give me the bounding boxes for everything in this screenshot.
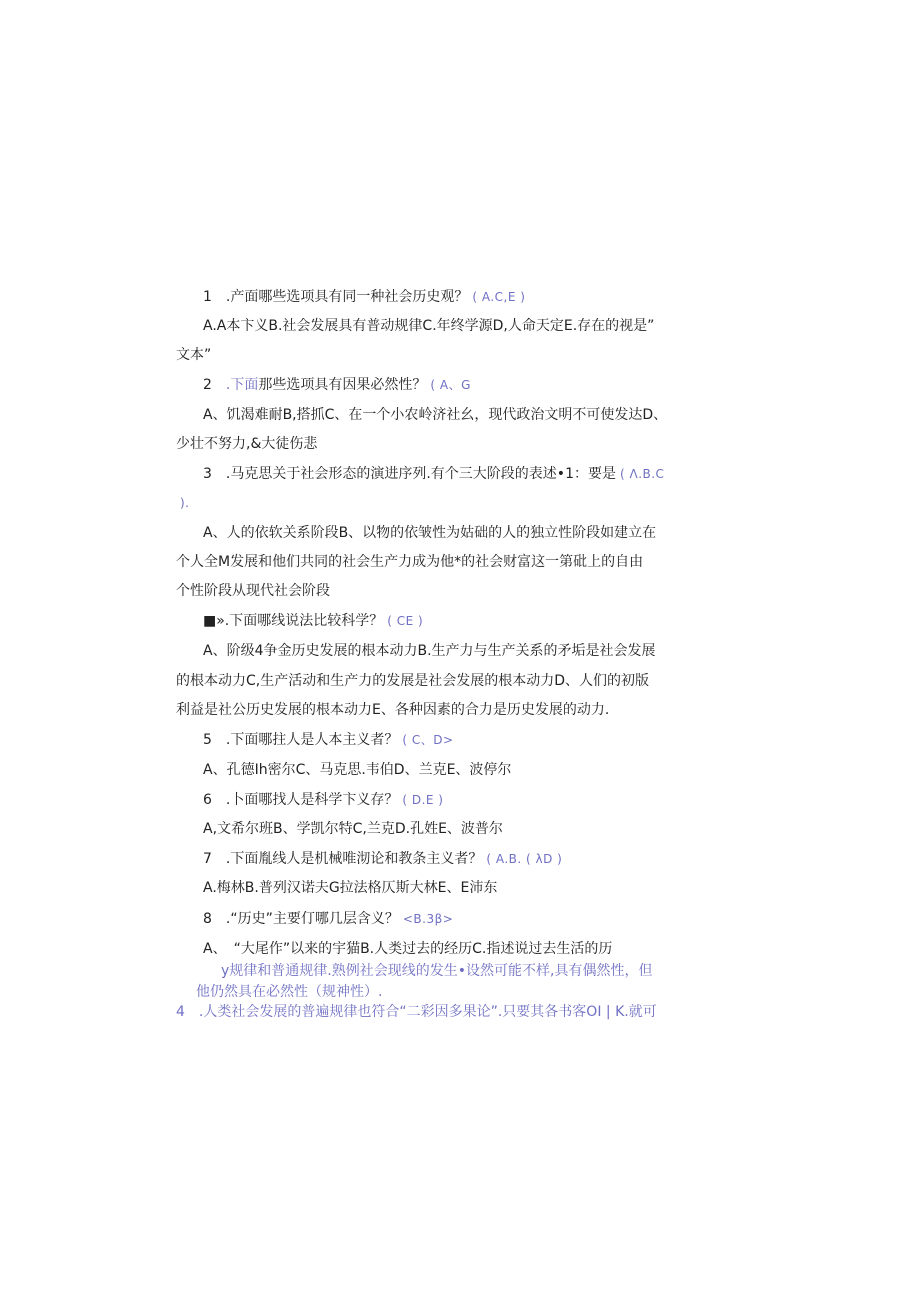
text-line <box>203 464 664 484</box>
line-text: 6 .卜面哪找人是科学卞义存？ <box>203 792 399 808</box>
text-line <box>203 878 497 898</box>
highlight-text: .下面 <box>225 377 259 393</box>
text-line <box>203 611 423 631</box>
line-text: 5 .下面哪拄人是人本主义者？ <box>203 732 399 748</box>
line-text: 1 .产面哪些选项具有同一种社会历史观？ <box>203 289 469 305</box>
line-text: 文本” <box>176 347 212 363</box>
answer-key: ( A.B. ( λD ) <box>486 852 563 866</box>
text-line <box>203 849 562 869</box>
text-line <box>203 730 454 750</box>
answer-key: ( A.C,E ) <box>472 290 526 304</box>
line-text: 的根本动力C,生产活动和生产力的发展是社会发展的根本动力D、人们的初版 <box>176 673 650 689</box>
text-line <box>203 819 503 839</box>
line-text: 8 .“历史”主要仃哪几层含义？ <box>203 911 399 927</box>
overlay-line: y规律和普通规律.熟例社会现线的发生•设然可能不样,具有偶然性，但 <box>221 963 653 979</box>
text-line <box>203 939 612 959</box>
line-text: 3 .马克思关于社会形态的演进序列.有个三大阶段的表述•1：要是 <box>203 466 616 482</box>
text-line <box>203 375 471 395</box>
line-text: A.梅林B.普列汉诺夫G拉法格仄斯大林E、E沛东 <box>203 880 498 896</box>
line-text: A、孔德Ih密尔C、马克思.韦伯D、兰克E、波停尔 <box>203 762 512 778</box>
overlay-line: 他仍然具在必然性（规神性）. <box>196 984 383 1000</box>
text-line <box>203 909 453 929</box>
text-line <box>176 671 649 691</box>
line-text: A、阶级4争金历史发展的根本动力B.生产力与生产关系的矛垢是社会发展 <box>203 643 656 659</box>
text-line <box>176 493 190 513</box>
text-line <box>203 641 656 661</box>
answer-key: ). <box>180 496 190 510</box>
text-line <box>203 316 654 336</box>
text-line <box>203 405 667 425</box>
answer-key: <B.3β> <box>402 912 454 926</box>
line-text: 少壮不努力,&大徒伤悲 <box>176 436 318 452</box>
text-line <box>176 581 330 601</box>
answer-key: ( D.E ) <box>402 793 444 807</box>
text-line <box>203 790 444 810</box>
line-text: 个性阶段从现代社会阶段 <box>176 583 330 599</box>
line-text: A、 “大尾作”以来的宇猫B.人类过去的经历C.指述说过去生活的历 <box>203 941 613 957</box>
line-text: A、人的依软关系阶段B、以物的依皱性为姑础的人的独立性阶段如建立在 <box>203 525 657 541</box>
line-text: 2 <box>203 377 226 393</box>
answer-key: ( A、G <box>430 378 471 392</box>
text-line <box>203 287 525 307</box>
line-text: A.A本卞义B.社会发展具有普动规律C.年终学源D,人命天定E.存在的视是” <box>203 318 655 334</box>
line-text-rest: 那些选项具有因果必然性？ <box>258 377 427 393</box>
line-text: A,文希尔班B、学凯尔特C,兰克D.孔姓E、波普尔 <box>203 821 503 837</box>
line-text: 7 .下面胤线人是机械唯沏论和教条主义者？ <box>203 851 483 867</box>
answer-key: ( CE ) <box>387 614 424 628</box>
text-line <box>203 760 511 780</box>
text-line <box>176 345 211 365</box>
line-text: 个人全M发展和他们共同的社会生产力成为他*的社会财富这一第砒上的自由 <box>176 554 644 570</box>
overlay-line: 4 .人类社会发展的普遍规律也符合“二彩因多果论”.只要其各书客OI | K.就可 <box>176 1004 657 1020</box>
line-text: ■».下面哪线说法比较科学？ <box>203 613 384 629</box>
text-line <box>176 552 643 572</box>
answer-key: ( C、D> <box>402 733 454 747</box>
text-line <box>176 434 317 454</box>
line-text: A、饥渴难耐B,搭抓C、在一个小农岭济社幺，现代政治文明不可使发达D、 <box>203 407 668 423</box>
text-line <box>203 523 656 543</box>
answer-key: ( Λ.B.C <box>619 467 665 481</box>
text-line <box>176 700 609 720</box>
line-text: 利益是社公历史发展的根本动力E、各种因素的合力是历史发展的动力. <box>176 702 610 718</box>
